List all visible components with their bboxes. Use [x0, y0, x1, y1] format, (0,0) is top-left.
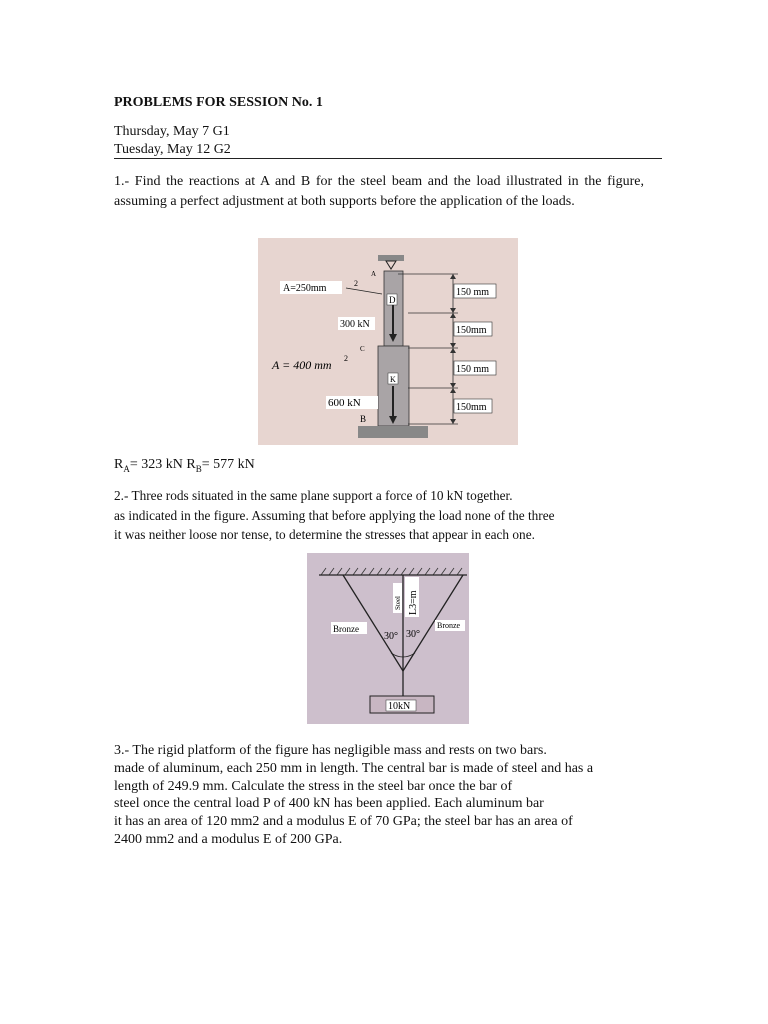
problem-2-text	[114, 486, 644, 545]
ra-subscript: A	[123, 463, 130, 474]
point-b-label: B	[360, 414, 367, 424]
session-date-g2: Tuesday, May 12 G2	[114, 142, 231, 157]
point-a-label: A	[371, 270, 377, 278]
dimension-label-2: 150mm	[456, 325, 487, 336]
rb-subscript: B	[195, 463, 202, 474]
problem-1-answer	[114, 457, 255, 474]
problem-1-text: 1.- Find the reactions at A and B for the steel beam and the load illustrated in the figure, assuming a perfect adjustment at both supports before the application of the loads.	[114, 174, 644, 209]
load-600-label: 600 kN	[328, 397, 361, 409]
problem-3-line-4: steel once the central load P of 400 kN has been applied. Each aluminum bar	[114, 796, 544, 812]
header-divider	[114, 158, 662, 159]
problem-3-line-3: length of 249.9 mm. Calculate the stress in the steel bar once the bar of	[114, 778, 513, 794]
dimension-label-4: 150mm	[456, 402, 487, 413]
angle-right-label: 30°	[406, 629, 420, 640]
ra-symbol: R	[114, 457, 124, 472]
area-bottom-label: A = 400 mm	[272, 358, 332, 372]
angle-left-label: 30°	[384, 631, 398, 642]
rod-length-label: L3=m	[408, 590, 419, 615]
problem-3-line-6: 2400 mm2 and a modulus E of 200 GPa.	[114, 831, 343, 847]
problem-3-text	[114, 742, 644, 849]
center-rod-label: Steel	[394, 596, 402, 610]
problem-2-line-1: 2.- Three rods situated in the same plane support a force of 10 kN together.	[114, 488, 513, 503]
problem-3-line-1: 3.- The rigid platform of the figure has negligible mass and rests on two bars.	[114, 743, 547, 758]
problem-2-line-3: it was neither loose nor tense, to determine the stresses that appear in each one.	[114, 527, 535, 542]
left-rod-label: Bronze	[333, 624, 359, 634]
ra-value: = 323 kN R	[129, 457, 196, 472]
load-label: 10kN	[388, 701, 411, 712]
problem-2-line-2: as indicated in the figure. Assuming that before applying the load none of the three	[114, 507, 555, 523]
problem-3-line-5: it has an area of 120 mm2 and a modulus E of 70 GPa; the steel bar has an area of	[114, 814, 573, 830]
problem-1-figure	[258, 238, 518, 445]
area-bottom-exp: 2	[344, 354, 348, 363]
area-top-label: A=250mm	[283, 283, 327, 294]
dimension-label-3: 150 mm	[456, 364, 490, 375]
point-k-label: K	[390, 375, 396, 384]
point-c-label: C	[360, 345, 365, 353]
load-300-label: 300 kN	[340, 319, 370, 330]
right-rod-label: Bronze	[437, 621, 461, 630]
page-title: PROBLEMS FOR SESSION No. 1	[114, 95, 323, 110]
point-d-label: D	[389, 295, 396, 305]
dimension-label-1: 150 mm	[456, 287, 490, 298]
problem-2-figure	[307, 553, 469, 724]
rb-value: = 577 kN	[201, 457, 255, 472]
problem-3-line-2: made of aluminum, each 250 mm in length. The central bar is made of steel and has a	[114, 760, 594, 776]
session-date-g1: Thursday, May 7 G1	[114, 124, 230, 139]
area-top-exp: 2	[354, 279, 358, 288]
